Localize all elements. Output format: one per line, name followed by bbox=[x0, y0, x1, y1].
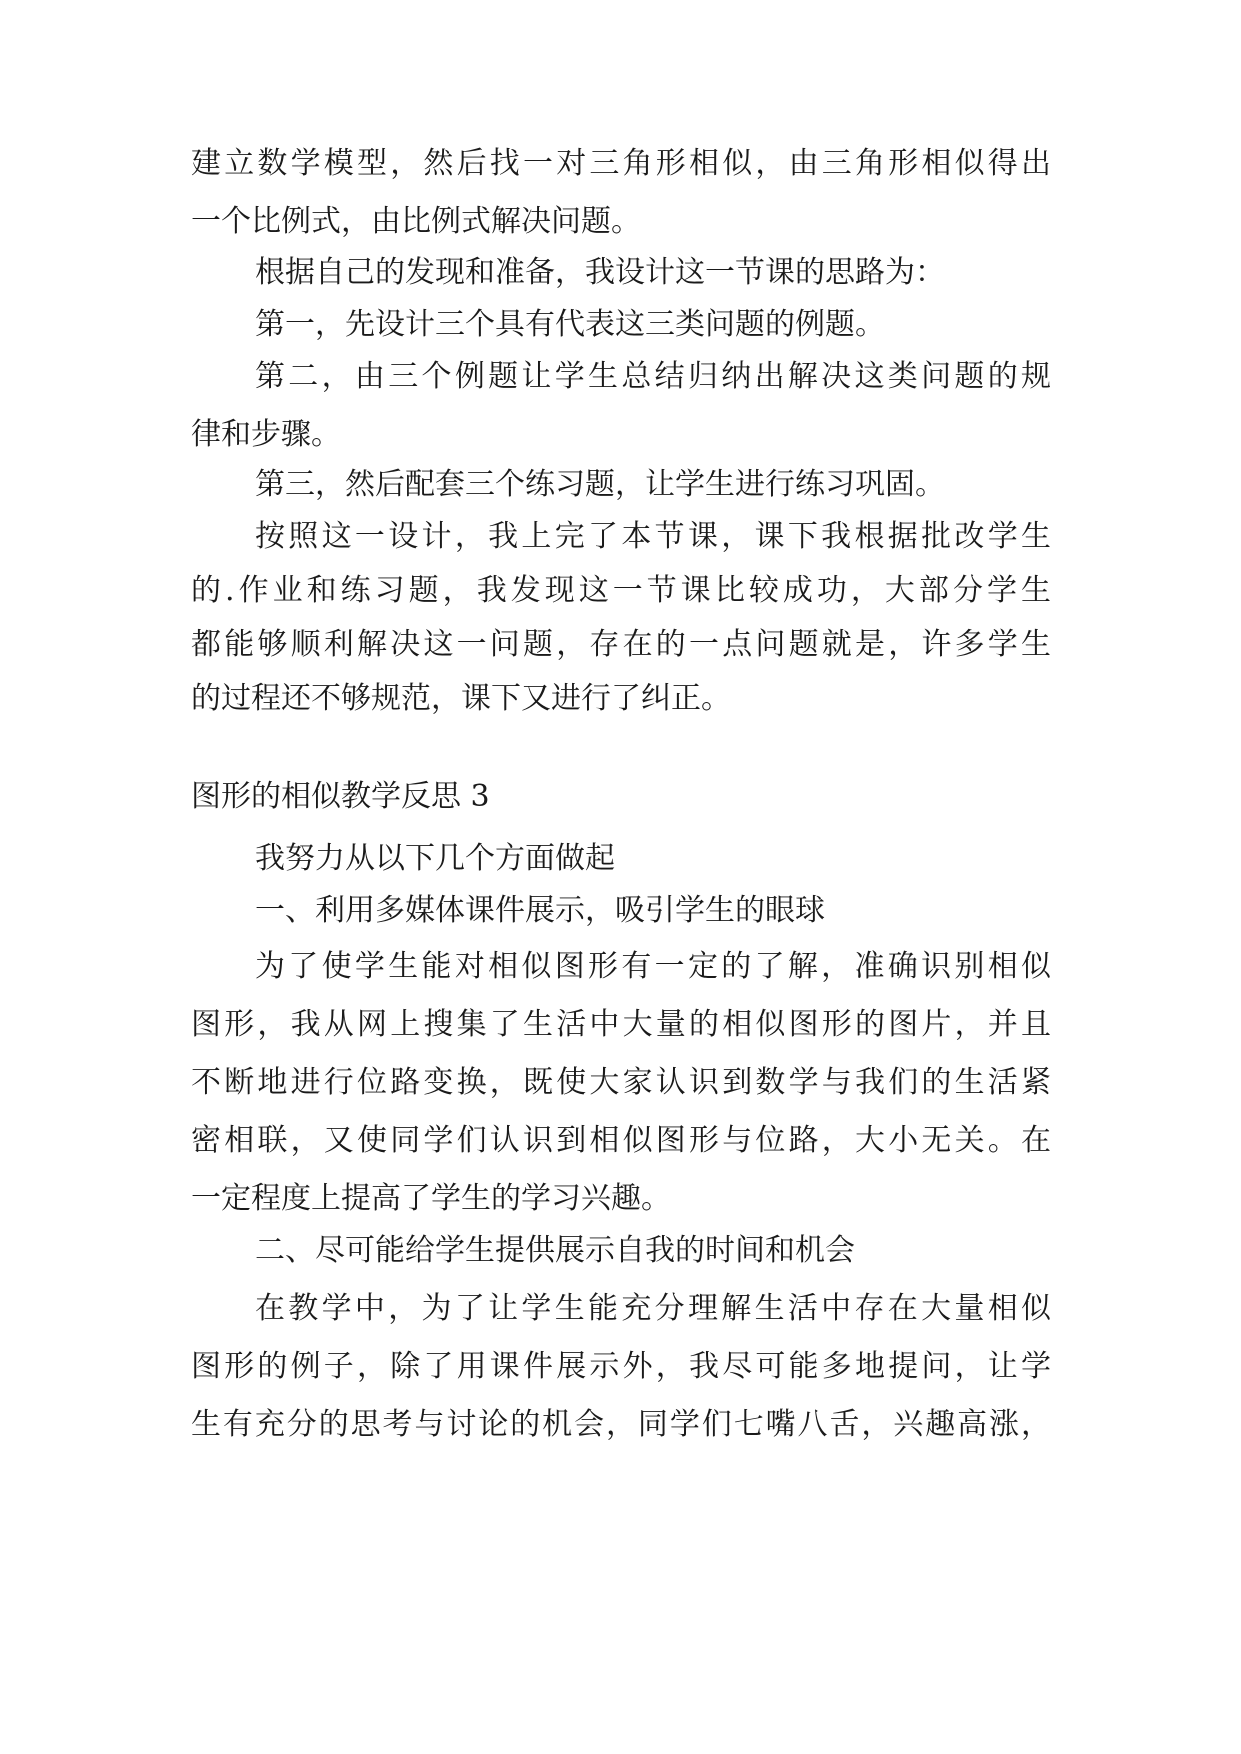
text-line: 密相联，又使同学们认识到相似图形与位路，大小无关。在 bbox=[191, 1123, 1051, 1158]
text-line: 第二，由三个例题让学生总结归纳出解决这类问题的规 bbox=[255, 359, 1051, 394]
text-line: 一个比例式，由比例式解决问题。 bbox=[191, 204, 641, 239]
text-line: 为了使学生能对相似图形有一定的了解，准确识别相似 bbox=[255, 949, 1051, 984]
paragraph-teaching bbox=[191, 1280, 1051, 1454]
paragraph-media bbox=[191, 938, 1051, 1228]
paragraph-result bbox=[191, 508, 1051, 728]
text-line: 按照这一设计，我上完了本节课，课下我根据批改学生 bbox=[255, 519, 1051, 554]
text-line: 图形的例子，除了用课件展示外，我尽可能多地提问，让学 bbox=[191, 1349, 1051, 1384]
text-line: 第三，然后配套三个练习题，让学生进行练习巩固。 bbox=[255, 467, 945, 502]
text-line: 根据自己的发现和准备，我设计这一节课的思路为： bbox=[255, 255, 945, 290]
text-line: 在教学中，为了让学生能充分理解生活中存在大量相似 bbox=[255, 1291, 1051, 1326]
text-line: 的过程还不够规范，课下又进行了纠正。 bbox=[191, 681, 731, 716]
paragraph-third bbox=[191, 456, 1051, 514]
text-line: 一、利用多媒体课件展示，吸引学生的眼球 bbox=[255, 893, 825, 928]
text-line: 都能够顺利解决这一问题，存在的一点问题就是，许多学生 bbox=[191, 627, 1051, 662]
text-line: 不断地进行位路变换，既使大家认识到数学与我们的生活紧 bbox=[191, 1065, 1051, 1100]
section-title: 图形的相似教学反思 3 bbox=[191, 779, 490, 814]
point-one bbox=[191, 882, 1051, 940]
text-line: 一定程度上提高了学生的学习兴趣。 bbox=[191, 1181, 671, 1216]
paragraph-model bbox=[191, 135, 1051, 251]
paragraph-second bbox=[191, 348, 1051, 464]
text-line: 律和步骤。 bbox=[191, 417, 341, 452]
text-line: 生有充分的思考与讨论的机会，同学们七嘴八舌，兴趣高涨， bbox=[191, 1407, 1051, 1442]
point-two bbox=[191, 1222, 1051, 1280]
text-line: 我努力从以下几个方面做起 bbox=[255, 841, 615, 876]
paragraph-idea bbox=[191, 244, 1051, 302]
paragraph-first bbox=[191, 296, 1051, 354]
text-line: 建立数学模型，然后找一对三角形相似，由三角形相似得出 bbox=[191, 146, 1051, 181]
text-line: 图形，我从网上搜集了生活中大量的相似图形的图片，并且 bbox=[191, 1007, 1051, 1042]
text-line: 第一，先设计三个具有代表这三类问题的例题。 bbox=[255, 307, 885, 342]
text-line: 二、尽可能给学生提供展示自我的时间和机会 bbox=[255, 1233, 855, 1268]
paragraph-effort bbox=[191, 830, 1051, 888]
text-line: 的.作业和练习题，我发现这一节课比较成功，大部分学生 bbox=[191, 573, 1051, 608]
